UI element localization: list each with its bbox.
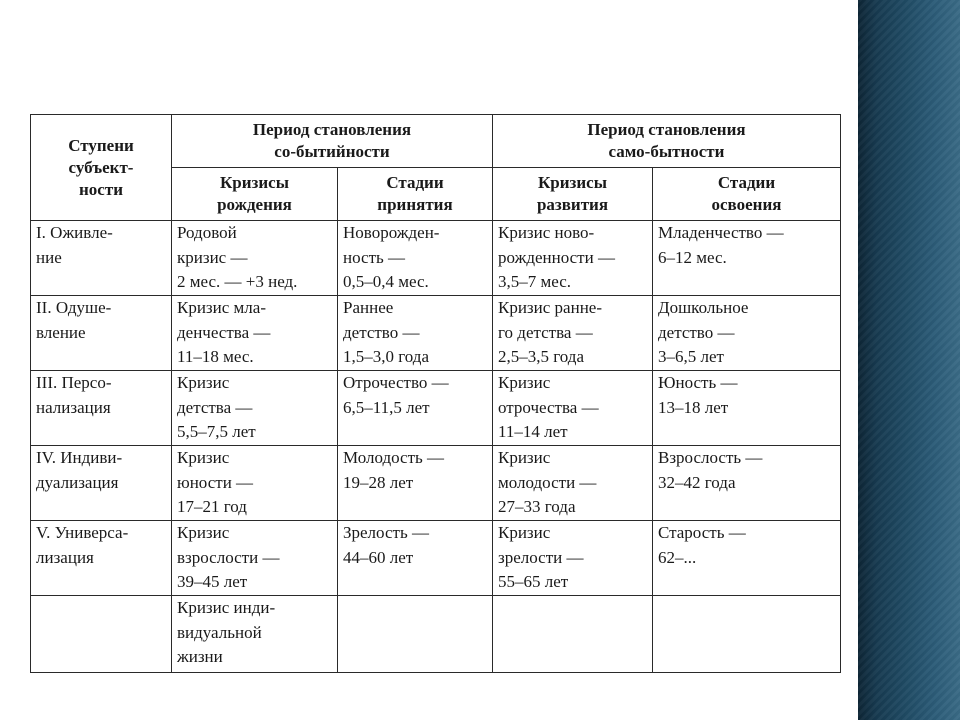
cell-acceptance-stage	[338, 371, 493, 446]
cell-mastery-stage-text: Взрослость — 32–42 года	[658, 448, 763, 492]
cell-development-crisis-text: Кризис молодости — 27–33 года	[498, 448, 597, 516]
cell-stage	[31, 371, 172, 446]
header-group-2-text: Период становления само-бытности	[587, 120, 746, 161]
header-mastery-stages	[653, 168, 841, 221]
header-birth-crises	[172, 168, 338, 221]
cell-birth-crisis-text: Кризис мла- денчества — 11–18 мес.	[177, 298, 271, 366]
header-acceptance-stages	[338, 168, 493, 221]
table-row	[31, 596, 841, 673]
cell-mastery-stage	[653, 296, 841, 371]
cell-stage	[31, 596, 172, 673]
cell-stage	[31, 521, 172, 596]
cell-mastery-stage	[653, 446, 841, 521]
header-acceptance-stages-text: Стадии принятия	[377, 173, 453, 214]
cell-birth-crisis-text: Кризис детства — 5,5–7,5 лет	[177, 373, 256, 441]
cell-birth-crisis	[172, 371, 338, 446]
cell-development-crisis	[493, 296, 653, 371]
cell-development-crisis	[493, 446, 653, 521]
cell-birth-crisis-text: Родовой кризис — 2 мес. — +3 нед.	[177, 223, 298, 291]
cell-birth-crisis-text: Кризис взрослости — 39–45 лет	[177, 523, 280, 591]
cell-development-crisis	[493, 221, 653, 296]
cell-birth-crisis-text: Кризис инди- видуальной жизни	[177, 598, 276, 666]
cell-acceptance-stage-text: Отрочество — 6,5–11,5 лет	[343, 373, 449, 417]
cell-stage-text: IV. Индиви- дуализация	[36, 448, 123, 492]
cell-mastery-stage	[653, 596, 841, 673]
cell-acceptance-stage	[338, 596, 493, 673]
cell-mastery-stage-text: Дошкольное детство — 3–6,5 лет	[658, 298, 749, 366]
cell-development-crisis-text: Кризис ново- рожденности — 3,5–7 мес.	[498, 223, 615, 291]
cell-stage-text: I. Оживле- ние	[36, 223, 113, 267]
cell-stage	[31, 446, 172, 521]
cell-acceptance-stage	[338, 296, 493, 371]
header-mastery-stages-text: Стадии освоения	[711, 173, 782, 214]
table-row	[31, 371, 841, 446]
cell-birth-crisis	[172, 596, 338, 673]
cell-birth-crisis-text: Кризис юности — 17–21 год	[177, 448, 254, 516]
table-row	[31, 296, 841, 371]
cell-acceptance-stage	[338, 221, 493, 296]
cell-development-crisis	[493, 596, 653, 673]
header-stages	[31, 115, 172, 221]
cell-acceptance-stage	[338, 521, 493, 596]
cell-acceptance-stage-text: Раннее детство — 1,5–3,0 года	[343, 298, 430, 366]
slide-side-decoration	[858, 0, 960, 720]
cell-acceptance-stage-text: Молодость — 19–28 лет	[343, 448, 445, 492]
cell-birth-crisis	[172, 221, 338, 296]
header-birth-crises-text: Кризисы рождения	[217, 173, 292, 214]
cell-mastery-stage-text: Младенчество — 6–12 мес.	[658, 223, 784, 267]
header-stages-text: Ступени субъект- ности	[68, 135, 134, 199]
cell-mastery-stage	[653, 221, 841, 296]
table-row	[31, 221, 841, 296]
header-development-crises	[493, 168, 653, 221]
cell-development-crisis-text: Кризис зрелости — 55–65 лет	[498, 523, 584, 591]
cell-acceptance-stage-text: Зрелость — 44–60 лет	[343, 523, 429, 567]
cell-birth-crisis	[172, 296, 338, 371]
header-row-groups	[31, 115, 841, 168]
cell-stage	[31, 296, 172, 371]
cell-stage-text: II. Одуше- вление	[36, 298, 112, 342]
cell-acceptance-stage-text: Новорожден- ность — 0,5–0,4 мес.	[343, 223, 440, 291]
cell-mastery-stage	[653, 521, 841, 596]
cell-development-crisis	[493, 521, 653, 596]
cell-development-crisis	[493, 371, 653, 446]
cell-development-crisis-text: Кризис ранне- го детства — 2,5–3,5 года	[498, 298, 602, 366]
cell-mastery-stage	[653, 371, 841, 446]
cell-stage-text: III. Персо- нализация	[36, 373, 112, 417]
cell-mastery-stage-text: Старость — 62–...	[658, 523, 746, 567]
cell-development-crisis-text: Кризис отрочества — 11–14 лет	[498, 373, 599, 441]
cell-stage	[31, 221, 172, 296]
stages-table-container	[30, 114, 840, 673]
subjectness-stages-table	[30, 114, 841, 673]
table-row	[31, 446, 841, 521]
cell-mastery-stage-text: Юность — 13–18 лет	[658, 373, 738, 417]
header-development-crises-text: Кризисы развития	[536, 173, 609, 214]
cell-stage-text: V. Универса- лизация	[36, 523, 129, 567]
header-group-co-existence	[172, 115, 493, 168]
cell-birth-crisis	[172, 521, 338, 596]
cell-birth-crisis	[172, 446, 338, 521]
table-row	[31, 521, 841, 596]
cell-acceptance-stage	[338, 446, 493, 521]
header-group-1-text: Период становления со-бытийности	[252, 120, 412, 161]
header-group-self-existence	[493, 115, 841, 168]
